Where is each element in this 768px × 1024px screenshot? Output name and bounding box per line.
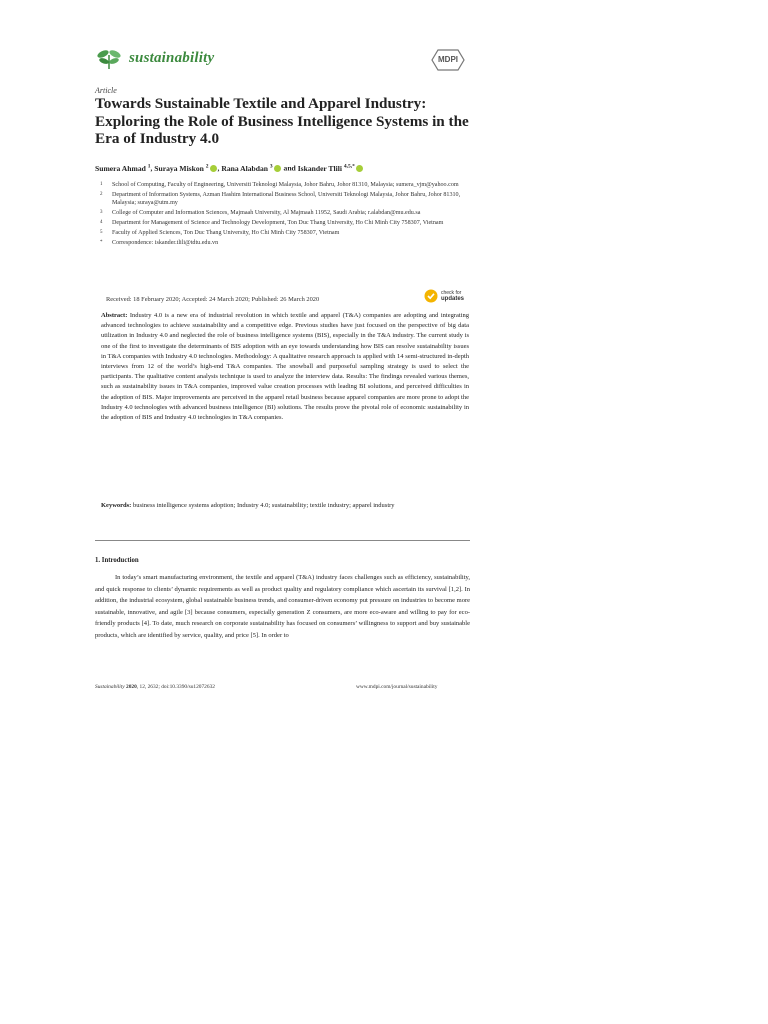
keywords-label: Keywords: [101, 502, 132, 509]
divider [95, 540, 470, 541]
journal-logo[interactable] [95, 45, 214, 71]
footer-citation: Sustainability 2020, 12, 2632; doi:10.3390/su12072632 [95, 684, 215, 690]
correspondence: * Correspondence: iskander.tlili@tdtu.edu.vn [100, 239, 219, 246]
author-list: Sumera Ahmad $^1$, Suraya Miskon $^2$ , Rana Alabdan $^3$ and Iskander Tlili $^{4,5,*}$ [95, 163, 364, 173]
affiliation-item: 5 Faculty of Applied Sciences, Ton Duc Thang University, Ho Chi Minh City 758307, Vietnam [100, 229, 340, 236]
leaf-icon [95, 45, 123, 71]
author[interactable]: Rana Alabdan $^3$ [221, 163, 273, 173]
publisher-name: MDPI [438, 55, 458, 64]
orcid-icon[interactable] [356, 165, 363, 172]
affiliation-item: 1 School of Computing, Faculty of Engineering, Universiti Teknologi Malaysia, Johor Bahru, Johor 81310, Malaysia; sumera_vjm@yahoo.com [100, 182, 459, 188]
affiliation-item: 2 Department of Information Systems, Azman Hashim International Business School, Universiti Teknologi Malaysia, Johor Bahru, Johor 81310, Malaysia; suraya@utm.my [100, 191, 461, 207]
abstract [101, 311, 469, 423]
article-type: Article [95, 86, 117, 95]
journal-name: sustainability [129, 49, 215, 66]
check-updates-line2: updates [441, 296, 465, 302]
affiliation-item: 4 Department for Management of Science and Technology Development, Ton Duc Thang University, Ho Chi Minh City 758307, Vietnam [100, 219, 444, 226]
paper-title: Towards Sustainable Textile and Apparel Industry: Exploring the Role of Business Intelligence Systems in the Era of Industry 4.0 [95, 95, 469, 147]
check-updates-badge[interactable] [424, 289, 464, 303]
keywords-text: business intelligence systems adoption; Industry 4.0; sustainability; textile industry; apparel industry [132, 502, 395, 509]
check-updates-icon [424, 289, 438, 303]
affiliations [100, 181, 470, 248]
section-heading: 1. Introduction [95, 557, 139, 564]
keywords [101, 501, 469, 511]
orcid-icon[interactable] [274, 165, 281, 172]
abstract-label: Abstract: [101, 312, 128, 319]
affiliation-item: 3 College of Computer and Information Sciences, Majmaah University, Al Majmaah 11952, Saudi Arabia; r.alabdan@mu.edu.sa [100, 210, 421, 217]
publication-dates: Received: 18 February 2020; Accepted: 24 March 2020; Published: 26 March 2020 [106, 296, 320, 303]
author[interactable]: Suraya Miskon $^2$ [154, 163, 209, 173]
orcid-icon[interactable] [210, 165, 217, 172]
abstract-text: Industry 4.0 is a new era of industrial revolution in which textile and apparel (T&A) companies are adopting and integrating advanced technologies to achieve sustainability and a competitive edge. Previous studies have just focused on the perspective of big data utilization in Industry 4.0 and neglected the role of business intelligence systems (BIS), especially in the T&A industry. The current study is one of the first to investigate the determinants of BIS adoption with an eye towards understanding how BIS can resolve sustainability issues in T&A companies with Industry 4.0 technologies. Methodology: A qualitative research approach is applied with 14 semi-structured in-depth interviews from 12 of the world’s high-end T&A companies. The snowball and purposeful sampling strategy is used to select the participants. The qualitative content analysis technique is used to analyze the interview data. Results: The findings revealed various themes, such as sustainability issues in T&A companies, improved value creation processes with leading BI solutions, and perceived difficulties in the adoption of BIS. Major improvements are perceived in the apparel retail business because apparel companies are more prone to adopt the Industry 4.0 technologies with advanced business intelligence (BI) solutions. The results prove the pivotal role of economic sustainability in the adoption of BIS and Industry 4.0 technologies in T&A companies. [101, 312, 470, 422]
check-updates-line1: check for [441, 290, 462, 296]
introduction-text: In today’s smart manufacturing environment, the textile and apparel (T&A) industry faces challenges such as efficiency, sustainability, and quick response to clients’ dynamic requirements as well as product quality and regulatory compliance which ascertain its survival [1,2]. In addition, the industrial ecosystem, global sustainable business trends, and consumer-driven economy put pressure on industries to become more sustainable, innovative, and agile [3] because consumers, especially generation Z consumers, are more eco-aware and willing to pay for eco-friendly products [4]. To date, much research on corporate sustainability has focused on consumers’ willingness to support and buy sustainable products, which are identified by service, quality, and price [5]. In order to [95, 574, 470, 639]
author[interactable]: Iskander Tlili $^{4,5,*}$ [297, 163, 355, 173]
publisher-logo[interactable] [430, 48, 466, 64]
author[interactable]: Sumera Ahmad $^1$ [95, 163, 151, 173]
footer-url[interactable]: www.mdpi.com/journal/sustainability [356, 684, 438, 690]
